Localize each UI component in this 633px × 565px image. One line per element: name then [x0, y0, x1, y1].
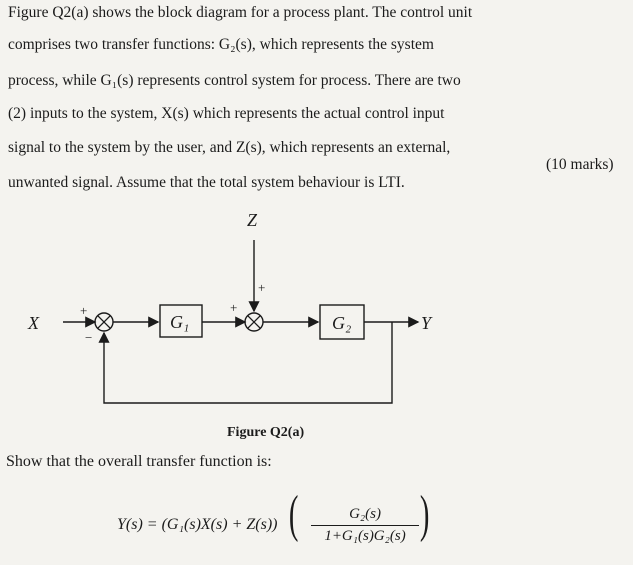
figure-caption: Figure Q2(a)	[227, 425, 305, 440]
g1-label: G₁	[170, 312, 190, 332]
disturbance-label-z: Z	[247, 210, 258, 230]
left-paren: (	[288, 486, 299, 543]
question-line-2: comprises two transfer functions: G₂(s), which represents the system	[8, 36, 434, 53]
question-line-1: Figure Q2(a) shows the block diagram for a process plant. The control unit	[8, 4, 473, 21]
g2-label: G₂	[332, 313, 352, 333]
question-line-4: (2) inputs to the system, X(s) which represents the actual control input	[8, 105, 445, 122]
transfer-fraction	[309, 506, 421, 545]
equation-left-side: Y(s) = (G₁(s)X(s) + Z(s))	[117, 516, 278, 533]
sum2-plus-sign-top: +	[258, 280, 266, 295]
output-label-y: Y	[421, 313, 432, 333]
sum1-plus-sign: +	[80, 303, 88, 318]
question-line-3: process, while G₁(s) represents control system for process. There are two	[8, 72, 461, 89]
question-line-5: signal to the system by the user, and Z(s), which represents an external,	[8, 139, 451, 156]
task-prompt: Show that the overall transfer function is:	[6, 453, 272, 470]
fraction-denominator: 1+G₁(s)G₂(s)	[324, 528, 406, 544]
right-paren: )	[419, 486, 430, 543]
summing-junction-2	[245, 313, 263, 331]
sum2-plus-sign-left: +	[230, 300, 238, 315]
input-label-x: X	[28, 313, 39, 333]
sum1-minus-sign: −	[85, 330, 93, 345]
feedback-path	[104, 322, 392, 403]
marks-label: (10 marks)	[546, 156, 614, 173]
question-line-6: unwanted signal. Assume that the total system behaviour is LTI.	[8, 174, 405, 191]
fraction-numerator: G₂(s)	[349, 506, 381, 522]
summing-junction-1	[95, 313, 113, 331]
